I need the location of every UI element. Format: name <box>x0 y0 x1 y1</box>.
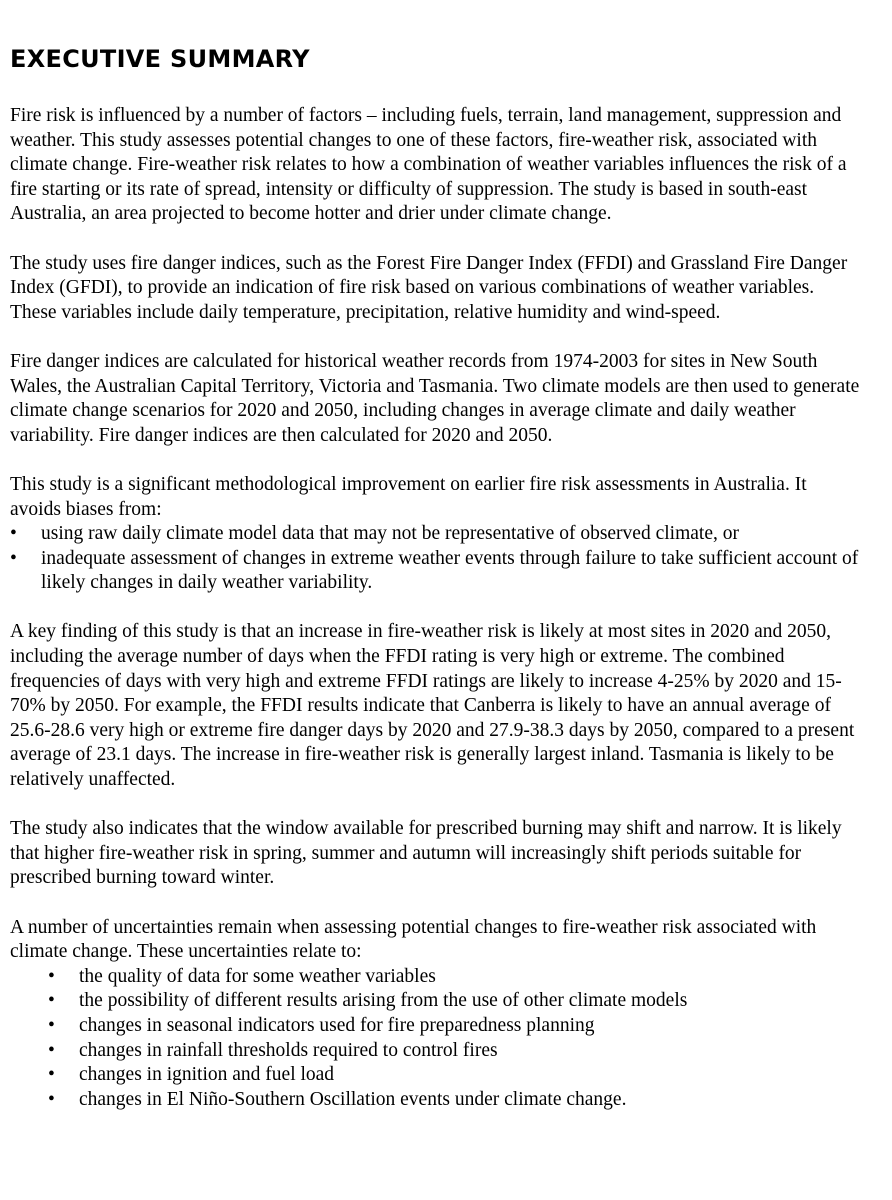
paragraph-uncertainties: A number of uncertainties remain when assessing potential changes to fire-weather risk associated with climate change. These uncertainties relate to: <box>10 916 817 963</box>
list-item-text: using raw daily climate model data that may not be representative of observed climate, or <box>41 523 739 545</box>
paragraph-fire-danger-indices: The study uses fire danger indices, such as the Forest Fire Danger Index (FFDI) and Grassland Fire Danger Index (GFDI), to provide an indication of fire risk based on various combinations of weather variables. These variables include daily temperature, precipitation, relative humidity and wind-speed. <box>10 252 848 323</box>
list-item-text: changes in seasonal indicators used for fire preparedness planning <box>79 1014 595 1036</box>
paragraph-calculation-method: Fire danger indices are calculated for historical weather records from 1974-2003 for sites in New South Wales, the Australian Capital Territory, Victoria and Tasmania. Two climate models are then used to generate climate change scenarios for 2020 and 2050, including changes in average climate and daily weather variability. Fire danger indices are then calculated for 2020 and 2050. <box>10 350 860 446</box>
bullet-icon: • <box>10 547 17 569</box>
list-item <box>10 1063 860 1088</box>
bullet-icon: • <box>48 965 55 987</box>
list-item <box>10 1039 860 1064</box>
bullet-icon: • <box>48 990 55 1012</box>
list-item <box>10 1088 860 1113</box>
list-item <box>10 989 860 1014</box>
list-item-text: inadequate assessment of changes in extreme weather events through failure to take sufficient account of likely changes in daily weather variability. <box>41 547 859 594</box>
bullet-icon: • <box>48 1039 55 1061</box>
bullet-icon: • <box>10 523 17 545</box>
document-page <box>10 40 860 1137</box>
paragraph-fire-risk-factors: Fire risk is influenced by a number of factors – including fuels, terrain, land management, suppression and weather. This study assesses potential changes to one of these factors, fire-weather risk, associated with climate change. Fire-weather risk relates to how a combination of weather variables influences the risk of a fire starting or its rate of spread, intensity or difficulty of suppression. The study is based in south-east Australia, an area projected to become hotter and drier under climate change. <box>10 105 847 225</box>
list-item <box>10 965 860 990</box>
list-item-text: changes in rainfall thresholds required to control fires <box>79 1039 498 1061</box>
paragraph-methodology-improvement: This study is a significant methodological improvement on earlier fire risk assessments in Australia. It avoids biases from: <box>10 473 807 520</box>
list-item-text: the quality of data for some weather variables <box>79 965 436 987</box>
bias-list <box>10 522 860 596</box>
list-item-text: the possibility of different results arising from the use of other climate models <box>79 990 688 1012</box>
uncertainty-list <box>10 965 860 1113</box>
paragraph-prescribed-burning: The study also indicates that the window available for prescribed burning may shift and narrow. It is likely that higher fire-weather risk in spring, summer and autumn will increasingly shift periods suitable for prescribed burning toward winter. <box>10 818 842 889</box>
bullet-icon: • <box>48 1064 55 1086</box>
list-item-text: changes in El Niño-Southern Oscillation events under climate change. <box>79 1088 627 1110</box>
bullet-icon: • <box>48 1014 55 1036</box>
list-item <box>10 522 860 547</box>
list-item-text: changes in ignition and fuel load <box>79 1064 335 1086</box>
paragraph-key-finding: A key finding of this study is that an increase in fire-weather risk is likely at most sites in 2020 and 2050, including the average number of days when the FFDI rating is very high or extreme. The combined frequencies of days with very high and extreme FFDI ratings are likely to increase 4-25% by 2020 and 15-70% by 2050. For example, the FFDI results indicate that Canberra is likely to have an annual average of 25.6-28.6 very high or extreme fire danger days by 2020 and 27.9-38.3 days by 2050, compared to a present average of 23.1 days. The increase in fire-weather risk is generally largest inland. Tasmania is likely to be relatively unaffected. <box>10 621 855 791</box>
bullet-icon: • <box>48 1088 55 1110</box>
list-item <box>10 547 860 596</box>
page-title: EXECUTIVE SUMMARY <box>10 45 310 73</box>
list-item <box>10 1014 860 1039</box>
